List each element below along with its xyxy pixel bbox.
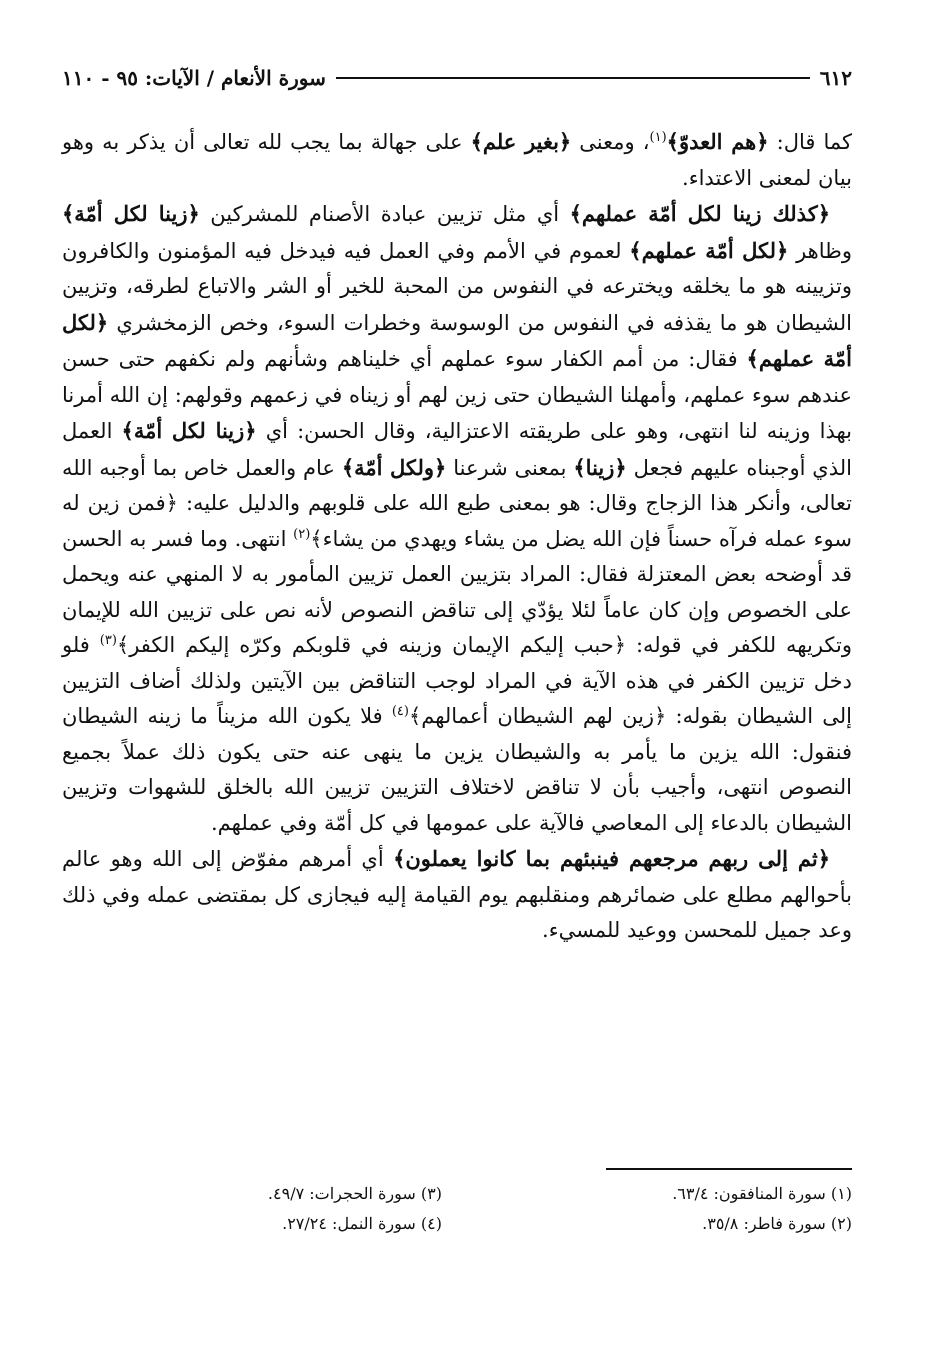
footnote-ref: (٤) [391, 704, 409, 719]
quran-quote: ﴿بغير علم﴾ [470, 129, 572, 154]
text-run: ﴿حبب إليكم الإيمان وزينه في قلوبكم وكرّه إليكم الكفر﴾ [116, 633, 627, 657]
text-run: ، ومعنى [571, 130, 650, 154]
footnote-number: (٤) [415, 1214, 442, 1233]
text-run: على جهالة بما يجب لله تعالى أن يذكر به وهو بيان لمعنى الاعتداء. [62, 130, 852, 190]
quran-quote: ﴿زينا لكل أمّة﴾ [62, 201, 200, 226]
footnote-number: (٣) [415, 1184, 442, 1203]
footnotes [62, 1182, 852, 1236]
quran-quote: ﴿هم العدوّ﴾ [666, 129, 769, 154]
text-run: ﴿زين لهم الشيطان أعمالهم﴾ [408, 704, 667, 728]
footnote-ref: (٢) [293, 526, 311, 542]
footnote [62, 1212, 442, 1236]
text-run: ﴿فمن زين له سوء عمله فرآه حسناً فإن الله يضل من يشاء ويهدي من يشاء﴾ [62, 491, 853, 551]
footnote-number: (٢) [825, 1214, 852, 1233]
footnote-ref: (٣) [99, 633, 117, 648]
footnote [62, 1182, 442, 1206]
text-run: فقال: من أمم الكفار سوء عملهم أي خليناهم وشأنهم ولم نكفهم حتى حسن عندهم سوء عملهم، وأمهلنا الشيطان حتى زين لهم أو زيناه في زعمهم وقولهم: إن الله أمرنا بهذا وزينه لنا انتهى، وهو على طريقته الاعتزالية، وقال الحسن: أي [62, 347, 852, 443]
text-run: بمعنى شرعنا [446, 455, 574, 480]
text-run: أي أمرهم مفوّض إلى الله وهو عالم بأحوالهم مطلع على ضمائرهم ومنقلبهم يوم القيامة إليه فيجازى كل بمقتضى عمله وفي ذلك وعد جميل للمحسن ووعيد للمسيء. [62, 847, 852, 942]
footnote-separator [606, 1168, 852, 1170]
text-run: انتهى. وما فسر به الحسن قد أوضحه بعض المعتزلة فقال: المراد بتزيين العمل تزيين المأمور به لا المنهي عنه ويحمل على الخصوص وإن كان عاماً لئلا يؤدّي إلى تناقض النصوص لأنه نص على تزيين الله للإيمان وتكريهه للكفر في قوله: [62, 526, 852, 657]
footnote-text: سورة الحجرات: ٤٩/٧. [267, 1184, 416, 1203]
text-run: أي مثل تزيين عبادة الأصنام للمشركين [199, 202, 570, 226]
footnote-number: (١) [825, 1184, 852, 1203]
quran-quote: ﴿لكل أمّة عملهم﴾ [62, 309, 852, 371]
footnote-text: سورة النمل: ٢٧/٢٤. [282, 1214, 416, 1233]
text-run: كما قال: [768, 130, 853, 154]
quran-quote: ﴿زينا لكل أمّة﴾ [121, 418, 257, 443]
body-text [62, 124, 852, 949]
running-header [62, 60, 852, 96]
text-run: لعموم في الأمم وفي العمل فيه فيدخل فيه المؤمنون والكافرون وتزيينه هو ما يخلقه ويخترعه في النفوس من المحبة للخير أو الشر والاتباع لطرقه، وتزيين الشيطان هو ما يقذفه في النفوس من الوسوسة وخطرات السوء، وخص الزمخشري [62, 238, 852, 335]
text-run: عام والعمل خاص بما أوجبه الله تعالى، وأنكر هذا الزجاج وقال: هو بمعنى طبع الله على قلوبهم والدليل عليه: [62, 455, 852, 515]
quran-quote: ﴿ثم إلى ربهم مرجعهم فينبئهم بما كانوا يعملون﴾ [393, 846, 831, 871]
text-run: فلا يكون الله مزيناً ما زينه الشيطان فنقول: الله يزين ما يأمر به والشيطان يزين ما ينهى عنه حتى يكون ذلك عملاً بجميع النصوص انتهى، وأجيب بأن لا تناقض لاختلاف التزيين تزيين الله بالخلق للشهوات وتزيين الشيطان بالدعاء إلى المعاصي فالآية على عمومها في كل أمّة وفي عملهم. [62, 704, 852, 835]
paragraph [62, 841, 852, 949]
paragraph [62, 124, 852, 196]
quran-quote: ﴿لكل أمّة عملهم﴾ [629, 237, 789, 263]
page-number: ٦١٢ [819, 66, 852, 90]
book-page [62, 60, 853, 1233]
text-run: العمل الذي أوجبناه عليهم فجعل [62, 419, 853, 480]
text-run: فلو دخل تزيين الكفر في هذه الآية في المراد لوجب التناقض بين الآيتين ولذلك أضاف التزيين إلى الشيطان بقوله: [62, 633, 852, 728]
quran-quote: ﴿زينا﴾ [573, 454, 627, 480]
text-run: وظاهر [788, 238, 852, 263]
quran-quote: ﴿ولكل أمّة﴾ [341, 454, 447, 480]
footnote-text: سورة المنافقون: ٦٣/٤. [672, 1184, 826, 1203]
footnote [472, 1182, 852, 1206]
quran-quote: ﴿كذلك زينا لكل أمّة عملهم﴾ [569, 201, 830, 226]
footnote-text: سورة فاطر: ٣٥/٨. [702, 1214, 826, 1233]
section-title: سورة الأنعام / الآيات: ٩٥ - ١١٠ [62, 66, 326, 90]
footnote-ref: (١) [649, 130, 667, 145]
footnote [472, 1212, 852, 1236]
paragraph [62, 196, 852, 841]
header-rule [336, 77, 810, 79]
